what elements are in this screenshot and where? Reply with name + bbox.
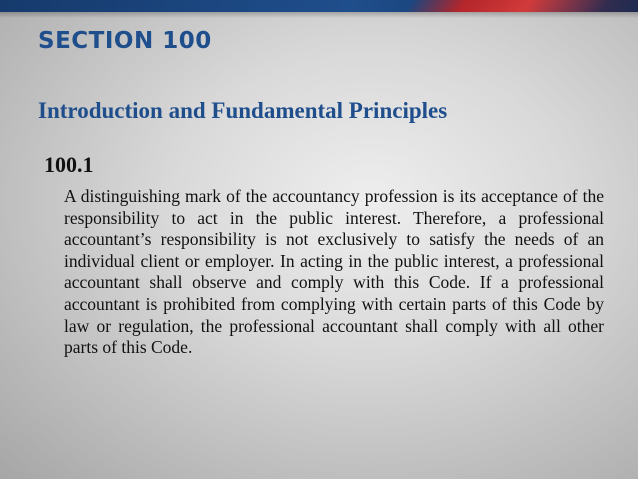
- top-accent-stripe: [407, 0, 638, 12]
- slide-subtitle: Introduction and Fundamental Principles: [38, 98, 448, 123]
- paragraph-text: A distinguishing mark of the accountancy profession is its acceptance of the responsibility to act in the public interest. Therefore, a professional accountant’s responsibility is not exclusively to satisfy the needs of an individual client or employer. In acting in the public interest, a professional accountant shall observe and comply with this Code. If a professional accountant is prohibited from complying with certain parts of this Code by law or regulation, the professional accountant shall comply with all other parts of this Code.: [64, 186, 604, 358]
- section-title: SECTION 100: [38, 28, 212, 54]
- top-bar-shadow: [0, 12, 638, 18]
- paragraph-number: 100.1: [44, 152, 94, 177]
